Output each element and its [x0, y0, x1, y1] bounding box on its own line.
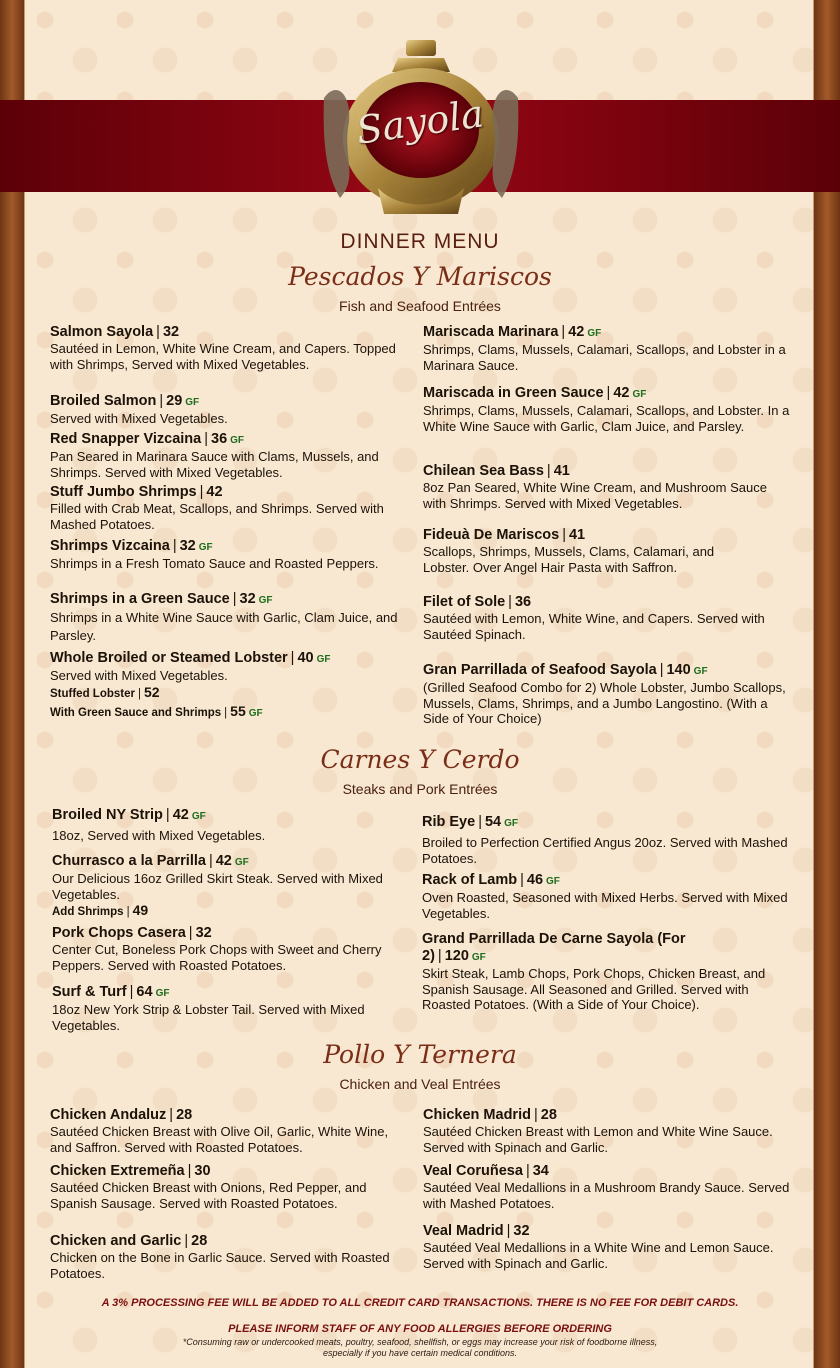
item-addon [50, 703, 410, 722]
menu-item [50, 1233, 390, 1281]
addon-price: 49 [132, 902, 149, 918]
addon-label: Add Shrimps [52, 906, 124, 918]
price-separator: | [232, 591, 237, 607]
item-price: 32 [179, 538, 196, 554]
item-description: Skirt Steak, Lamb Chops, Pork Chops, Chicken Breast, and Spanish Sausage. All Seasoned and Grilled. Served with Roasted Potatoes. (With a Side of Your Choice). [422, 966, 766, 1012]
item-description: Center Cut, Boneless Pork Chops with Sweet and Cherry Peppers. Served with Roasted Potatoes. [52, 942, 382, 973]
price-separator: | [659, 662, 664, 678]
item-description: Oven Roasted, Seasoned with Mixed Herbs. Served with Mixed Vegetables. [422, 890, 788, 921]
menu-item [50, 591, 400, 645]
price-separator: | [172, 538, 177, 554]
gluten-free-badge: GF [546, 876, 560, 887]
price-separator: | [533, 1107, 538, 1123]
price-separator: | [520, 872, 524, 888]
price-separator: | [478, 814, 482, 830]
item-description: Sautéed Chicken Breast with Lemon and White Wine Sauce. Served with Spinach and Garlic. [423, 1124, 773, 1155]
item-price: 41 [553, 463, 570, 479]
item-name-line [50, 1107, 400, 1124]
price-separator: | [546, 463, 551, 479]
credit-card-fee-notice: A 3% PROCESSING FEE WILL BE ADDED TO ALL CREDIT CARD TRANSACTIONS. THERE IS NO FEE FOR DEBIT CARDS. [101, 1297, 739, 1309]
item-name: Pork Chops Casera [52, 925, 186, 941]
item-name: Mariscada Marinara [423, 324, 559, 340]
item-description: (Grilled Seafood Combo for 2) Whole Lobster, Jumbo Scallops, Mussels, Clams, Shrimps, and a Jumbo Langostino. (With a Side of Your Choice) [423, 680, 786, 726]
menu-item [423, 1163, 793, 1211]
menu-item [50, 650, 410, 722]
gluten-free-badge: GF [504, 818, 518, 829]
menu-item [50, 393, 400, 427]
price-separator: | [188, 925, 193, 941]
menu-item [50, 484, 400, 532]
item-name-line [422, 814, 792, 832]
price-separator: | [137, 687, 141, 700]
item-price: 32 [195, 925, 212, 941]
item-name: Veal Madrid [423, 1223, 504, 1239]
menu-item [423, 385, 793, 434]
item-name: Rack of Lamb [422, 872, 518, 888]
price-separator: | [187, 1163, 192, 1179]
price-separator: | [208, 853, 213, 869]
item-description: Shrimps, Clams, Mussels, Calamari, Scallops, and Lobster in a Marinara Sauce. [423, 342, 786, 373]
item-name-line [50, 484, 400, 501]
item-description: Sautéed Chicken Breast with Onions, Red Pepper, and Spanish Sausage. Served with Roasted Potatoes. [50, 1180, 367, 1211]
consumption-warning: *Consuming raw or undercooked meats, poultry, seafood, shellfish, or eggs may increase your risk of foodborne illness, especially if you have certain medical conditions. [182, 1337, 658, 1358]
addon-label: Stuffed Lobster [50, 687, 135, 700]
item-price: 42 [172, 807, 189, 823]
item-name: Whole Broiled or Steamed Lobster [50, 650, 288, 666]
price-separator: | [165, 807, 170, 823]
item-price: 29 [166, 393, 183, 409]
gluten-free-badge: GF [471, 952, 486, 963]
section-title-script: Pescados Y Mariscos [288, 262, 552, 291]
item-name-line [423, 385, 793, 403]
item-price: 64 [136, 984, 153, 1000]
price-separator: | [126, 906, 130, 918]
item-name-line [52, 984, 382, 1002]
item-name-line [423, 1223, 793, 1240]
menu-item [52, 925, 392, 973]
section-subtitle: Chicken and Veal Entrées [339, 1076, 501, 1092]
price-separator: | [562, 527, 566, 543]
price-separator: | [561, 324, 566, 340]
item-name: Churrasco a la Parrilla [52, 853, 206, 869]
price-separator: | [204, 431, 209, 447]
price-separator: | [508, 594, 512, 610]
price-separator: | [199, 484, 204, 500]
item-description: Broiled to Perfection Certified Angus 20oz. Served with Mashed Potatoes. [422, 835, 788, 866]
item-description: Served with Mixed Vegetables. [50, 411, 228, 426]
item-name-line [423, 1107, 793, 1124]
item-name-line [50, 431, 400, 449]
section-subtitle: Fish and Seafood Entrées [339, 298, 501, 314]
item-name: Chicken Madrid [423, 1107, 531, 1123]
item-price: 32 [239, 591, 256, 607]
menu-title: DINNER MENU [340, 230, 500, 253]
item-name: Broiled Salmon [50, 393, 157, 409]
gluten-free-badge: GF [155, 988, 170, 999]
item-name: Gran Parrillada of Seafood Sayola [423, 662, 657, 678]
gluten-free-badge: GF [248, 707, 263, 719]
item-price: 41 [568, 527, 586, 543]
item-name: Grand Parrillada De Carne Sayola (For 2) [422, 931, 686, 964]
item-price: 28 [540, 1107, 557, 1123]
menu-item [423, 1107, 793, 1155]
item-price: 42 [206, 484, 223, 500]
price-separator: | [437, 948, 442, 964]
item-description: Shrimps, Clams, Mussels, Calamari, Scallops, and Lobster. In a White Wine Sauce with Garlic, Clam Juice, and Parsley. [423, 403, 790, 434]
item-name-line [423, 463, 793, 480]
item-name-line [50, 1233, 390, 1250]
gluten-free-badge: GF [185, 397, 200, 408]
item-name-line [50, 393, 400, 411]
item-name: Chicken and Garlic [50, 1233, 182, 1249]
item-name-line [423, 324, 793, 342]
item-description: Shrimps in a Fresh Tomato Sauce and Roasted Peppers. [50, 556, 379, 571]
item-name-line [50, 324, 400, 341]
item-description: Chicken on the Bone in Garlic Sauce. Served with Roasted Potatoes. [50, 1250, 390, 1281]
item-price: 42 [215, 853, 232, 869]
item-price: 140 [666, 662, 691, 678]
item-price: 120 [444, 948, 469, 964]
price-separator: | [606, 385, 611, 401]
item-description: Sautéed with Lemon, White Wine, and Capers. Served with Sautéed Spinach. [423, 611, 765, 642]
item-price: 36 [211, 431, 228, 447]
menu-item [423, 463, 793, 511]
price-separator: | [169, 1107, 174, 1123]
gluten-free-badge: GF [587, 328, 602, 339]
item-description: 8oz Pan Seared, White Wine Cream, and Mushroom Sauce with Shrimps. Served with Mixed Vegetables. [423, 480, 767, 511]
item-name-line [423, 527, 753, 544]
item-description: Scallops, Shrimps, Mussels, Clams, Calamari, and Lobster. Over Angel Hair Pasta with Saffron. [423, 544, 715, 575]
menu-item [422, 931, 794, 1013]
price-separator: | [156, 324, 160, 340]
brand-script-logo: Sayola [353, 91, 487, 153]
item-name: Shrimps Vizcaina [50, 538, 170, 554]
item-addon [50, 684, 410, 703]
menu-item [52, 807, 402, 844]
item-name-line [423, 594, 793, 611]
gluten-free-badge: GF [316, 654, 331, 665]
item-name-line [50, 1163, 390, 1180]
gluten-free-badge: GF [191, 811, 206, 822]
menu-item [50, 324, 400, 372]
item-price: 36 [514, 594, 532, 610]
menu-item [422, 814, 792, 866]
item-name-line [423, 1163, 793, 1180]
gluten-free-badge: GF [234, 857, 249, 868]
item-price: 34 [532, 1163, 549, 1179]
right-wood-border [814, 0, 840, 1368]
item-name: Stuff Jumbo Shrimps [50, 484, 197, 500]
menu-item [50, 1163, 390, 1211]
item-name-line [52, 807, 402, 825]
item-description: Our Delicious 16oz Grilled Skirt Steak. Served with Mixed Vegetables. [52, 871, 383, 902]
menu-item [422, 872, 792, 921]
gluten-free-badge: GF [198, 542, 213, 553]
item-description: Sautéed Veal Medallions in a White Wine and Lemon Sauce. Served with Spinach and Garlic. [423, 1240, 774, 1271]
item-name: Filet of Sole [423, 594, 506, 610]
item-name: Veal Coruñesa [423, 1163, 523, 1179]
menu-item [50, 431, 400, 480]
gluten-free-badge: GF [693, 666, 708, 677]
allergy-notice: PLEASE INFORM STAFF OF ANY FOOD ALLERGIES BEFORE ORDERING [228, 1323, 612, 1335]
menu-item [423, 527, 753, 575]
item-name-line [50, 591, 400, 609]
section-subtitle: Steaks and Pork Entrées [342, 781, 498, 797]
gluten-free-badge: GF [632, 389, 647, 400]
item-description: Served with Mixed Vegetables. [50, 668, 228, 683]
item-price: 32 [162, 324, 180, 340]
addon-price: 55 [230, 702, 246, 719]
item-name-line [50, 650, 410, 668]
item-price: 32 [513, 1223, 530, 1239]
item-price: 42 [568, 324, 585, 340]
menu-item [50, 538, 400, 572]
item-name: Fideuà De Mariscos [423, 527, 560, 543]
price-separator: | [506, 1223, 511, 1239]
item-name: Rib Eye [422, 814, 476, 830]
item-name-line [52, 853, 392, 871]
item-name-line [422, 872, 792, 890]
item-name: Mariscada in Green Sauce [423, 385, 604, 401]
item-name-line [52, 925, 392, 942]
menu-item [52, 984, 382, 1033]
item-price: 30 [194, 1163, 211, 1179]
item-description: Shrimps in a White Wine Sauce with Garlic, Clam Juice, and Parsley. [50, 610, 398, 643]
item-name: Surf & Turf [52, 984, 127, 1000]
gluten-free-badge: GF [258, 595, 273, 606]
item-name: Salmon Sayola [50, 324, 154, 340]
item-description: Filled with Crab Meat, Scallops, and Shrimps. Served with Mashed Potatoes. [50, 501, 384, 532]
item-price: 40 [297, 650, 314, 666]
item-description: Sautéed in Lemon, White Wine Cream, and Capers. Topped with Shrimps, Served with Mixed Vegetables. [50, 341, 396, 372]
item-price: 28 [191, 1233, 208, 1249]
item-name: Chilean Sea Bass [423, 463, 544, 479]
item-price: 54 [484, 814, 502, 830]
menu-item [52, 853, 392, 921]
price-separator: | [525, 1163, 530, 1179]
item-description: Sautéed Chicken Breast with Olive Oil, Garlic, White Wine, and Saffron. Served with Roasted Potatoes. [50, 1124, 389, 1155]
menu-item [50, 1107, 400, 1155]
item-price: 28 [176, 1107, 193, 1123]
menu-item [423, 1223, 793, 1271]
item-name: Chicken Extremeña [50, 1163, 185, 1179]
section-title-script: Pollo Y Ternera [323, 1040, 517, 1069]
addon-price: 52 [143, 683, 160, 700]
menu-item [423, 324, 793, 373]
item-description: 18oz, Served with Mixed Vegetables. [52, 828, 266, 843]
menu-item [423, 594, 793, 642]
item-price: 42 [613, 385, 630, 401]
section-title-script: Carnes Y Cerdo [320, 745, 520, 774]
price-separator: | [184, 1233, 189, 1249]
left-wood-border [0, 0, 24, 1368]
item-name: Red Snapper Vizcaina [50, 431, 202, 447]
gluten-free-badge: GF [230, 435, 245, 446]
price-separator: | [129, 984, 134, 1000]
item-name: Shrimps in a Green Sauce [50, 591, 230, 607]
item-name-line [422, 931, 722, 966]
item-price: 46 [526, 872, 544, 888]
item-description: Pan Seared in Marinara Sauce with Clams, Mussels, and Shrimps. Served with Mixed Vegetables. [50, 449, 379, 480]
item-name: Chicken Andaluz [50, 1107, 167, 1123]
price-separator: | [290, 650, 295, 666]
item-description: 18oz New York Strip & Lobster Tail. Served with Mixed Vegetables. [52, 1002, 365, 1033]
item-addon [52, 902, 392, 921]
price-separator: | [159, 393, 164, 409]
menu-item [423, 662, 793, 727]
addon-label: With Green Sauce and Shrimps [50, 706, 222, 719]
item-name: Broiled NY Strip [52, 807, 163, 823]
price-separator: | [224, 706, 228, 719]
item-name-line [50, 538, 400, 556]
item-description: Sautéed Veal Medallions in a Mushroom Brandy Sauce. Served with Mashed Potatoes. [423, 1180, 790, 1211]
item-name-line [423, 662, 793, 680]
